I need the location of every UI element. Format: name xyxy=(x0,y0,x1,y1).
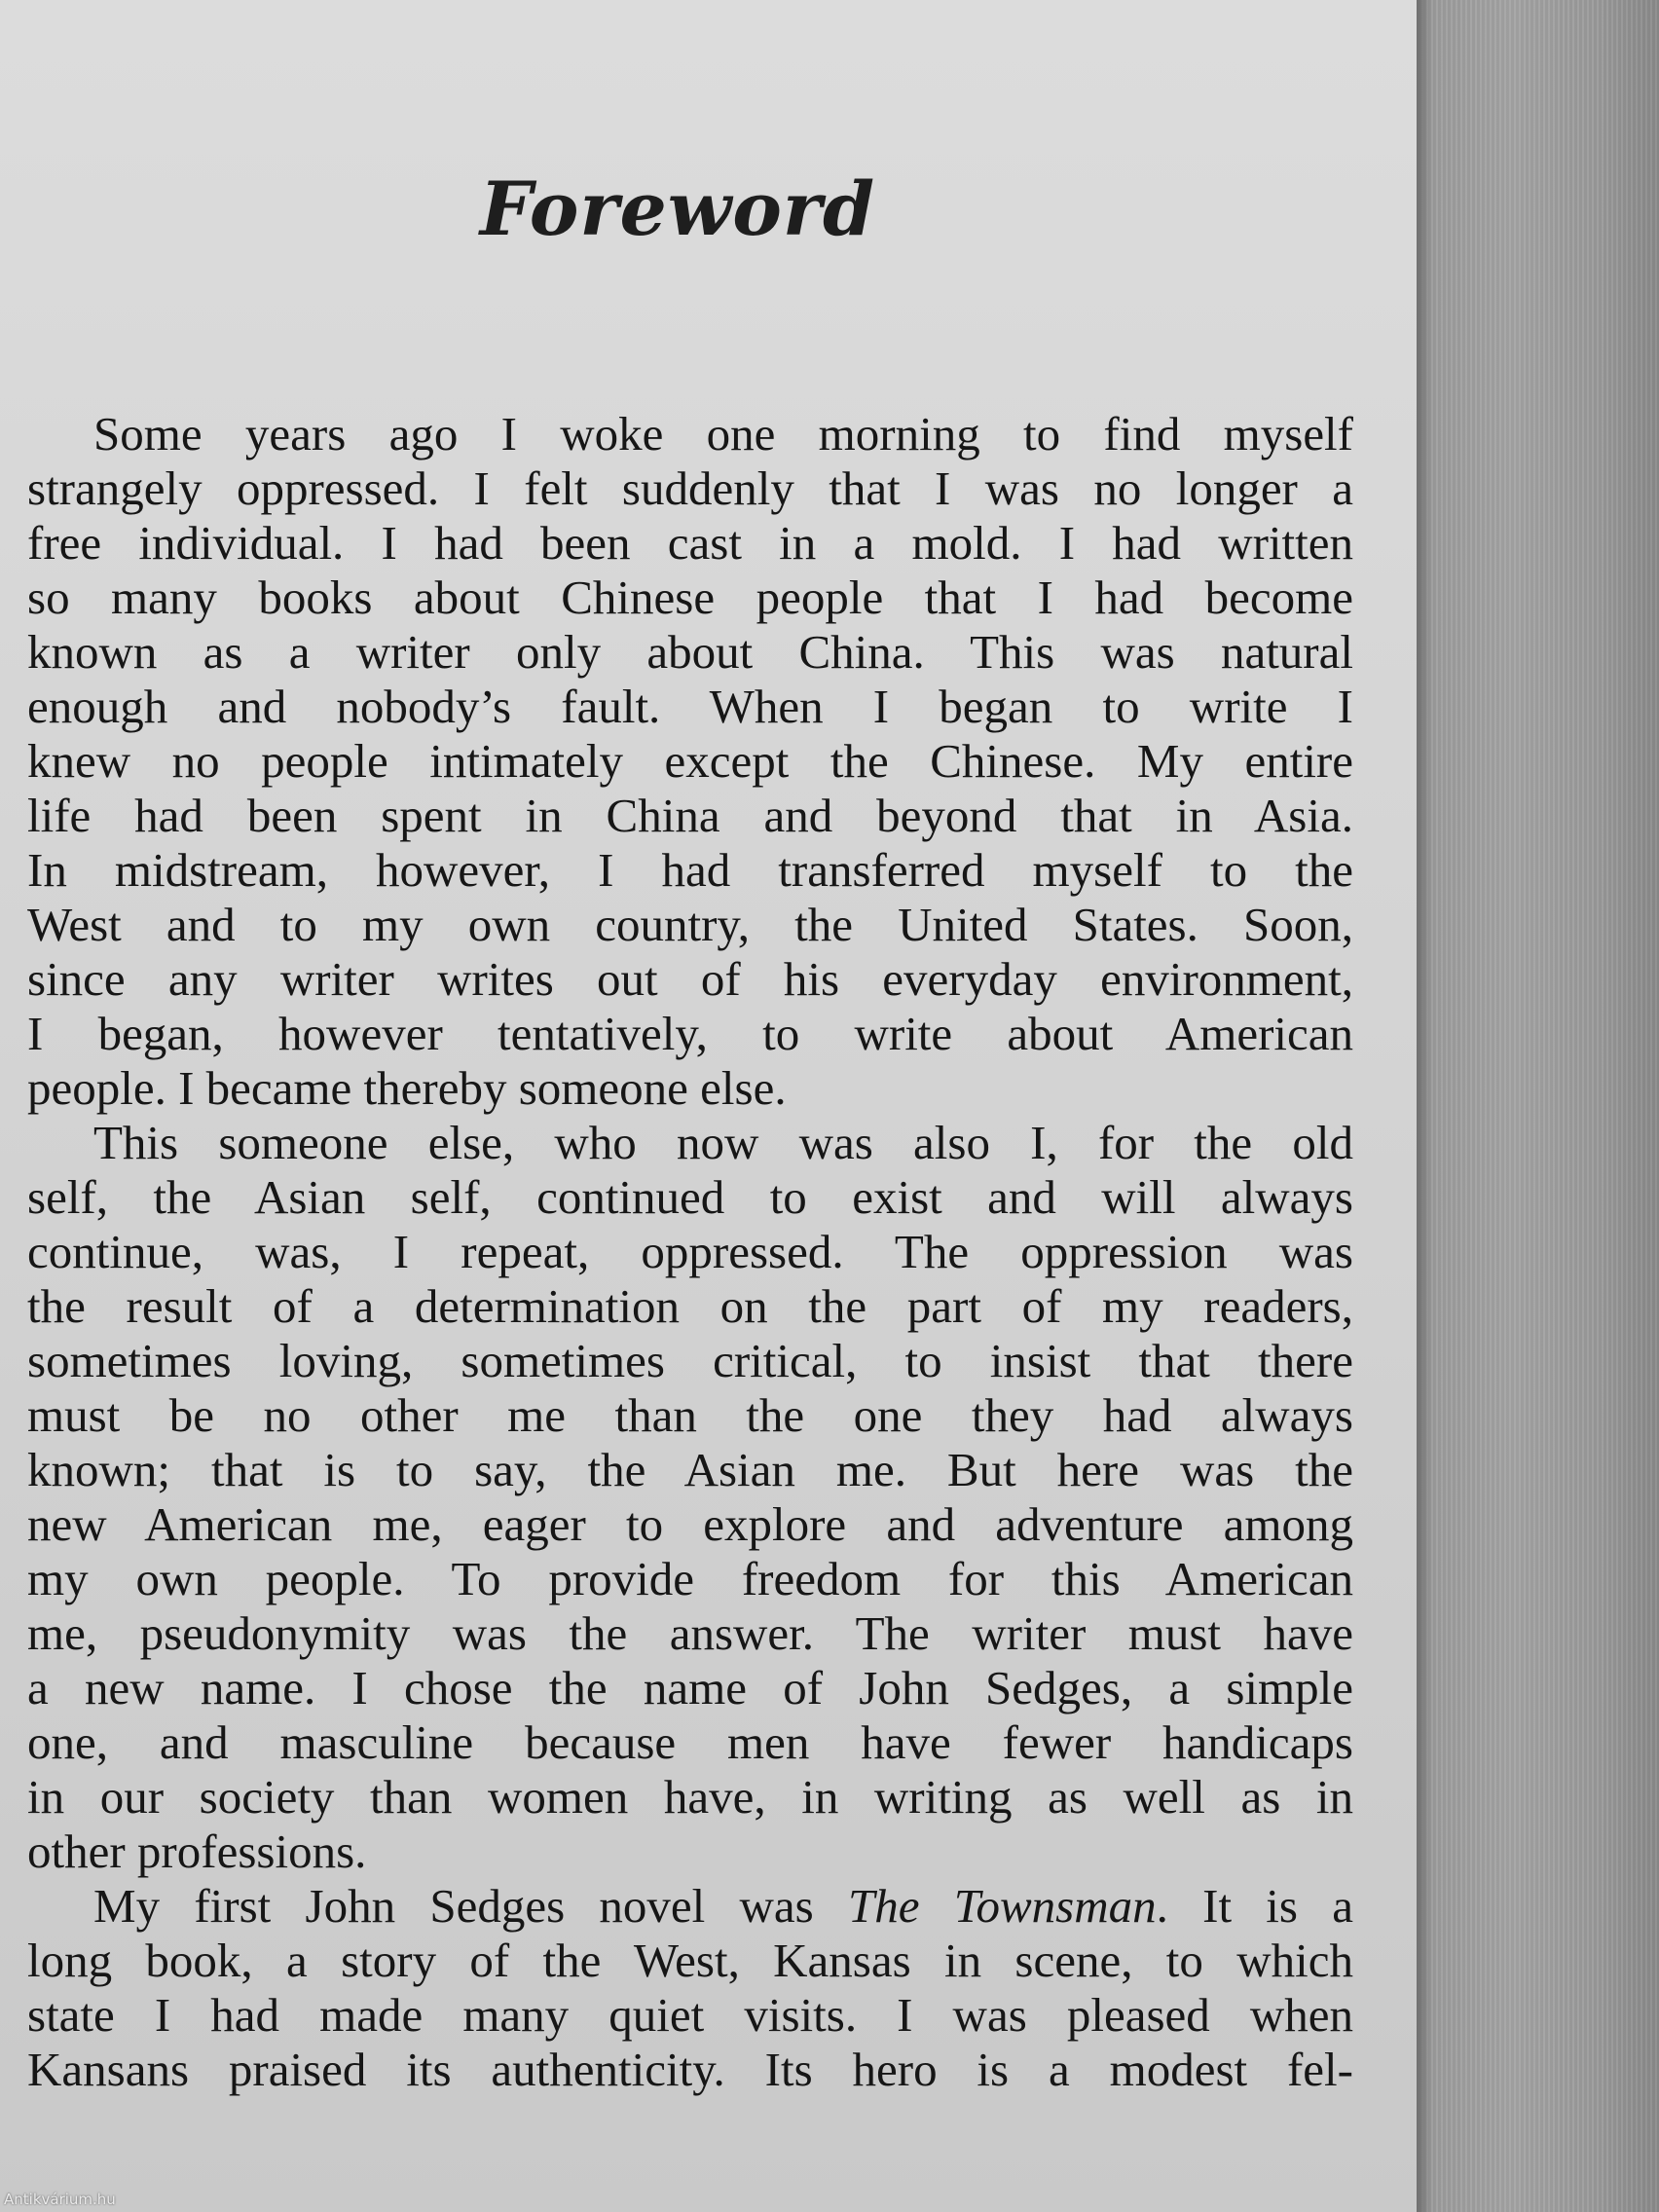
paragraph-3 xyxy=(27,1879,1353,2097)
text-line: sometimes loving, sometimes critical, to insist that there xyxy=(27,1334,1353,1387)
text-segment: . It is a xyxy=(1156,1879,1353,1933)
text-line: strangely oppressed. I felt suddenly that I was no longer a xyxy=(27,461,1353,515)
paragraph-2 xyxy=(27,1116,1353,1879)
text-line: a new name. I chose the name of John Sedges, a simple xyxy=(27,1661,1353,1714)
text-line: free individual. I had been cast in a mold. I had written xyxy=(27,516,1353,570)
watermark: Antikvárium.hu xyxy=(4,2191,116,2208)
text-line: West and to my own country, the United States. Soon, xyxy=(27,898,1353,951)
text-line: known; that is to say, the Asian me. But here was the xyxy=(27,1443,1353,1496)
foreword-text xyxy=(27,407,1353,2097)
text-line: In midstream, however, I had transferred myself to the xyxy=(27,843,1353,897)
text-line: Some years ago I woke one morning to find myself xyxy=(93,407,1353,461)
text-line: self, the Asian self, continued to exist and will always xyxy=(27,1170,1353,1224)
text-line: enough and nobody’s fault. When I began to write I xyxy=(27,680,1353,733)
text-line: must be no other me than the one they had always xyxy=(27,1388,1353,1442)
text-line: me, pseudonymity was the answer. The writer must have xyxy=(27,1606,1353,1660)
text-line: my own people. To provide freedom for this American xyxy=(27,1552,1353,1605)
text-line: in our society than women have, in writing as well as in xyxy=(27,1770,1353,1824)
text-line: since any writer writes out of his everyday environment, xyxy=(27,952,1353,1006)
text-line: long book, a story of the West, Kansas in scene, to which xyxy=(27,1934,1353,1987)
text-line: life had been spent in China and beyond that in Asia. xyxy=(27,789,1353,842)
page-title: Foreword xyxy=(479,166,876,252)
book-title: The Townsman xyxy=(847,1879,1157,1933)
paragraph-1 xyxy=(27,407,1353,1116)
text-line: the result of a determination on the part of my readers, xyxy=(27,1279,1353,1333)
text-line: continue, was, I repeat, oppressed. The oppression was xyxy=(27,1225,1353,1278)
book-page-edge xyxy=(1417,0,1659,2212)
text-line: This someone else, who now was also I, for the old xyxy=(93,1116,1353,1169)
text-line: people. I became thereby someone else. xyxy=(27,1061,787,1115)
text-line: other professions. xyxy=(27,1825,367,1878)
text-line: one, and masculine because men have fewer handicaps xyxy=(27,1715,1353,1769)
text-line: Kansans praised its authenticity. Its hero is a modest fel- xyxy=(27,2043,1353,2096)
text-line: known as a writer only about China. This was natural xyxy=(27,625,1353,679)
text-line: new American me, eager to explore and adventure among xyxy=(27,1497,1353,1551)
text-line: knew no people intimately except the Chinese. My entire xyxy=(27,734,1353,788)
text-line xyxy=(27,1879,1353,1934)
text-segment: My first John Sedges novel was xyxy=(93,1879,848,1933)
text-line: state I had made many quiet visits. I was pleased when xyxy=(27,1988,1353,2042)
text-line: so many books about Chinese people that I had become xyxy=(27,571,1353,624)
text-line: I began, however tentatively, to write about American xyxy=(27,1007,1353,1060)
